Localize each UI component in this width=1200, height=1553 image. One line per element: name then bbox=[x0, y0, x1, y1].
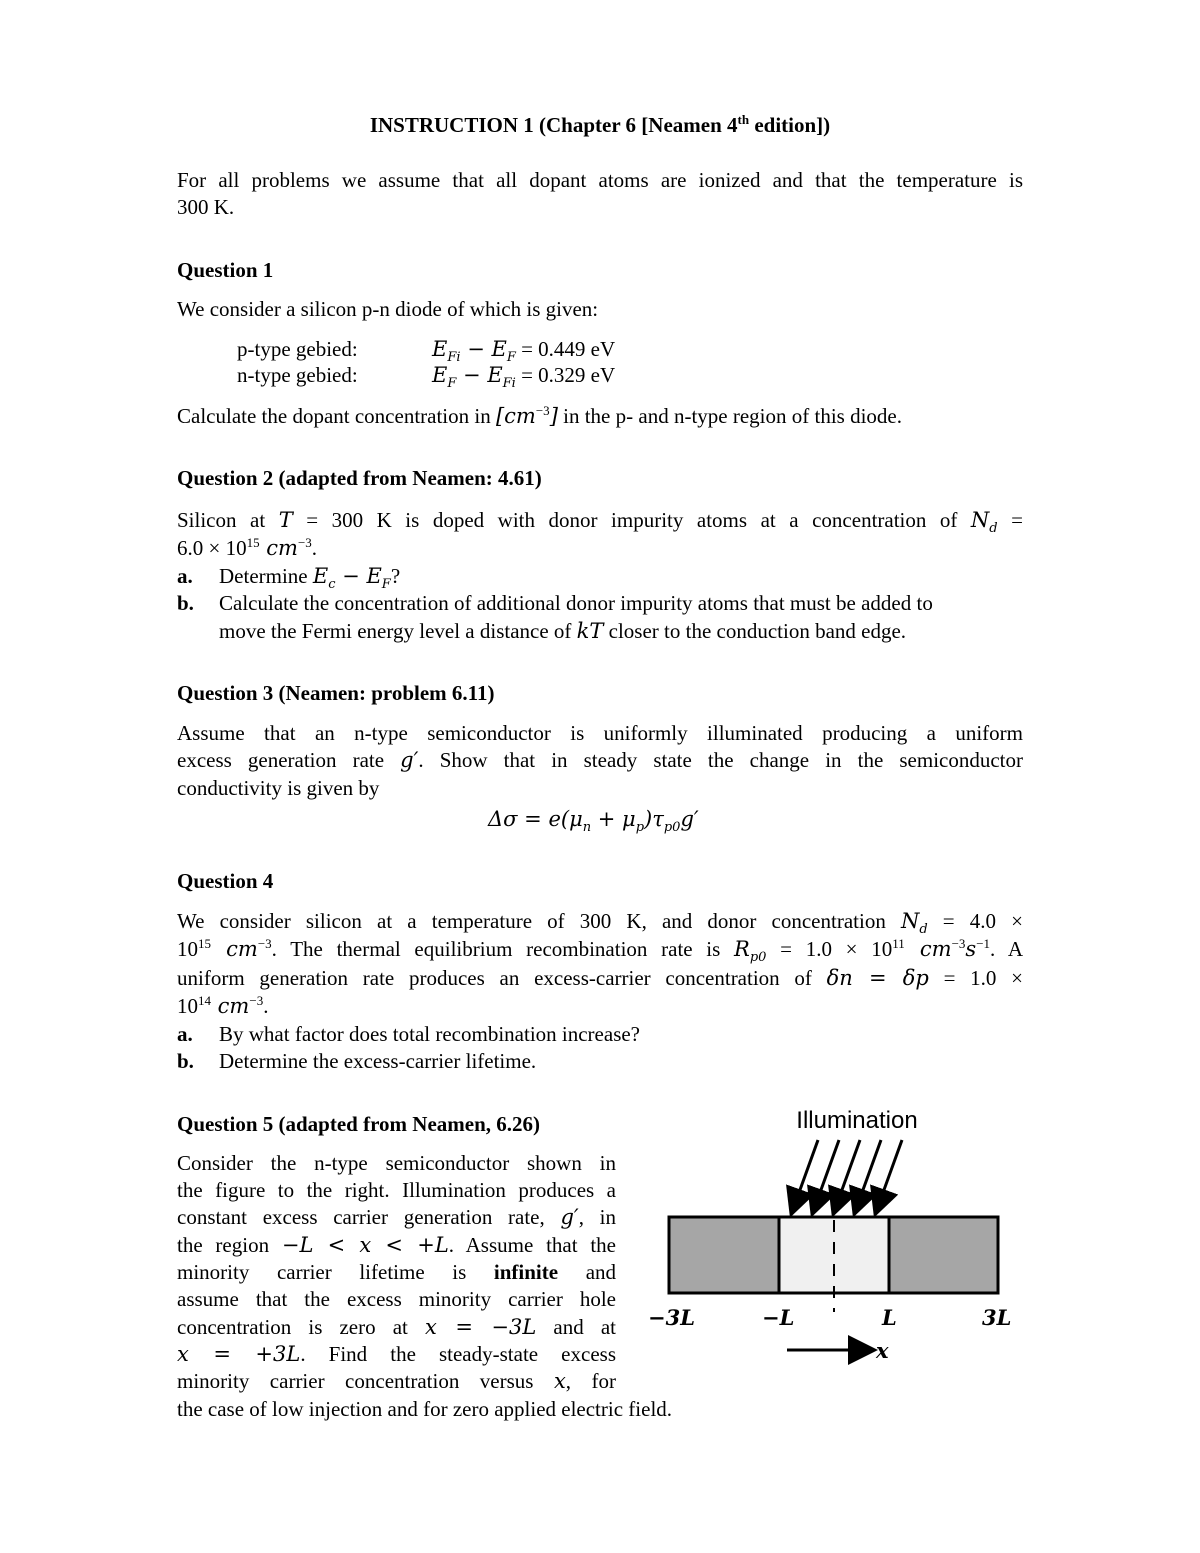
semiconductor-figure bbox=[640, 1100, 1040, 1370]
q5-line-10: the case of low injection and for zero applied electric field. bbox=[177, 1397, 673, 1421]
intro-line-1: For all problems we assume that all dopant atoms are ionized and that the temperature is bbox=[177, 168, 1023, 192]
light-arrow bbox=[855, 1140, 881, 1212]
illumination-arrows bbox=[792, 1140, 902, 1212]
x-axis-label: x bbox=[876, 1338, 889, 1363]
q1-n-type-row: n-type gebied: $E_F - E_{Fi} = 0.329$ eV bbox=[237, 363, 616, 392]
illumination-label: Illumination bbox=[796, 1107, 918, 1134]
q5-line-1: Consider the n-type semiconductor shown in bbox=[177, 1151, 616, 1175]
light-arrow bbox=[834, 1140, 860, 1212]
question-3-heading: Question 3 (Neamen: problem 6.11) bbox=[177, 681, 495, 705]
q3-equation: $\Delta\sigma = e(\mu_n + \mu_p)\tau_{p0}g'$ bbox=[488, 807, 699, 836]
q2-line-2: $6.0 \times 10^{15}$ $cm^{-3}$. bbox=[177, 535, 318, 560]
q3-line-3: conductivity is given by bbox=[177, 776, 380, 800]
q5-line-8: x = +3L. Find the steady-state excess bbox=[177, 1342, 616, 1366]
light-arrow bbox=[792, 1140, 818, 1212]
q4-line-2: $10^{15}$ $cm^{-3}$. The thermal equilibrium recombination rate is $R_{p0} = 1.0 \times 10^{11}$ $cm^{-3}s^{-1}$. A bbox=[177, 936, 1023, 966]
q1-p-type-row: p-type gebied: $E_{Fi} - E_F = 0.449$ eV bbox=[237, 337, 616, 366]
q3-line-1: Assume that an n-type semiconductor is uniformly illuminated producing a uniform bbox=[177, 721, 1023, 745]
q5-line-9: minority carrier concentration versus x, for bbox=[177, 1369, 616, 1393]
tick-label-neg-3L: −3L bbox=[648, 1305, 695, 1330]
question-1-text: We consider a silicon p-n diode of which is given: bbox=[177, 297, 599, 321]
q2-item-b: b. Calculate the concentration of additional donor impurity atoms that must be added to bbox=[177, 591, 933, 615]
intro-line-2: 300 K. bbox=[177, 195, 235, 219]
q4-line-4: $10^{14}$ $cm^{-3}$. bbox=[177, 993, 269, 1018]
q3-line-2: excess generation rate g′. Show that in steady state the change in the semiconductor bbox=[177, 748, 1023, 772]
question-4-heading: Question 4 bbox=[177, 869, 274, 893]
q5-line-6: assume that the excess minority carrier hole bbox=[177, 1287, 616, 1311]
figure-svg bbox=[640, 1100, 1040, 1370]
q5-line-5: minority carrier lifetime is infinite and bbox=[177, 1260, 617, 1284]
tick-label-neg-L: −L bbox=[762, 1305, 795, 1330]
dark-region-right bbox=[889, 1217, 998, 1293]
q4-line-3: uniform generation rate produces an excess-carrier concentration of δn = δp = 1.0 × bbox=[177, 966, 1024, 990]
page-title: INSTRUCTION 1 (Chapter 6 [Neamen 4th edition]) bbox=[369, 112, 831, 137]
q2-item-b-cont: move the Fermi energy level a distance of kT closer to the conduction band edge. bbox=[219, 619, 907, 643]
question-5-heading: Question 5 (adapted from Neamen, 6.26) bbox=[177, 1112, 541, 1136]
question-2-heading: Question 2 (adapted from Neamen: 4.61) bbox=[177, 466, 542, 490]
q2-item-a: a. Determine $E_c - E_F$? bbox=[177, 564, 401, 593]
tick-label-L: L bbox=[882, 1305, 897, 1330]
dark-region-left bbox=[669, 1217, 779, 1293]
question-1-heading: Question 1 bbox=[177, 258, 274, 282]
q5-line-4: the region −L < x < +L. Assume that the bbox=[177, 1233, 617, 1257]
q5-line-2: the figure to the right. Illumination produces a bbox=[177, 1178, 616, 1202]
q4-line-1: We consider silicon at a temperature of 300 K, and donor concentration $N_d = 4.0$ × bbox=[177, 909, 1023, 938]
q5-line-7: concentration is zero at x = −3L and at bbox=[177, 1315, 616, 1339]
q4-item-a: a. By what factor does total recombination increase? bbox=[177, 1022, 641, 1046]
q2-line-1: Silicon at T = 300 K is doped with donor impurity atoms at a concentration of $N_d$ = bbox=[177, 508, 1023, 537]
q5-line-3: constant excess carrier generation rate, g′, in bbox=[177, 1205, 616, 1229]
q4-item-b: b. Determine the excess-carrier lifetime. bbox=[177, 1049, 537, 1073]
light-arrow bbox=[813, 1140, 839, 1212]
tick-label-3L: 3L bbox=[982, 1305, 1012, 1330]
light-arrow bbox=[876, 1140, 902, 1212]
question-1-ask: Calculate the dopant concentration in $[cm^{-3}]$ in the p- and n-type region of this diode. bbox=[177, 403, 902, 428]
